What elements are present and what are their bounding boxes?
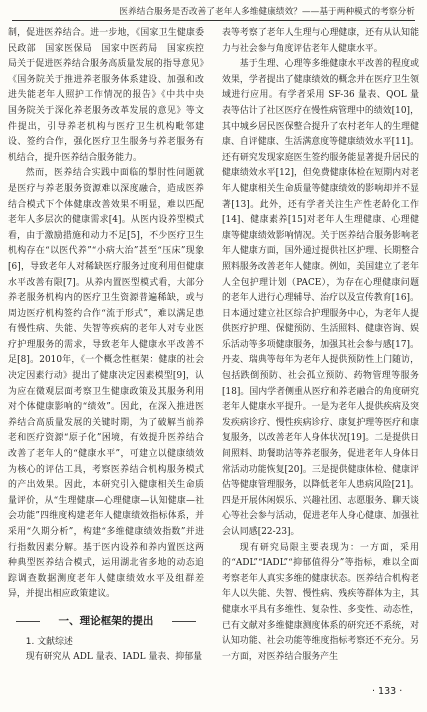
body-paragraph: 现有研究从 ADL 量表、IADL 量表、抑郁量 [25, 651, 203, 662]
body-paragraph: 基于生理、心理等多维健康水平改善的程度或效果，学者提出了健康绩效的概念并在医疗卫生领域进行应用。有学者采用 SF-36 量表、QOL 量表等估计了社区医疗在慢性病管理中的绩效[10]，其中城乡居民医保整合提升了农村老年人的生理健康、自评健康、生活满意度等健康绩效水平[11]。还有研究发现家庭医生签约服务能显著提升居民的健康绩效水平[12]，但免费健康体检在短期内对老年人健康相关生命质量等健康绩效的影响却并不显著[13]。此外，还有学者关注生产性老龄化工作[14]、健康素养[15]对老年人生理健康、心理健康等健康绩效影响情况。关于医养结合服务影响老年人健康方面，国外通过提供社区护理、长期整合照料服务改善老年人健康。例如，美国建立了老年人全包护理计划（PACE），为存在心理健康问题的老年人进行心理辅导、治疗以及宣传教育[16]。日本通过建立社区综合护理服务中心，为老年人提供医疗护理、保健预防、生活照料、健康咨询、娱乐活动等多项健康服务，加强其社会参与感[17]。丹麦、瑞典等每年为老年人提供预防性上门随访，包括跌倒预防、社会孤立预防、药物管理等服务[18]。国内学者侧重从医疗和养老融合的角度研究老年人健康水平提升。一是为老年人提供疾病及突发疾病诊疗、慢性疾病诊疗、康复护理等医疗和康复服务，以改善老年人身体状况[19]。二是提供日间照料、助餐助洁等养老服务，促进老年人身体日常活动功能恢复[20]。三是提供健康体检、健康评估等健康管理服务，以降低老年人患病风险[21]。四是开展休闲娱乐、兴趣社团、志愿服务、聊天谈心等社会参与活动，促进老年人身心健康、加强社会认同感[22-23]。 [222, 59, 419, 537]
header-rule [12, 20, 415, 21]
body-paragraph: 然而，医养结合实践中面临的掣肘性问题就是医疗与养老服务资源难以深度融合，造成医养结合模式下个体健康改善效果不明显，难以匹配老年人多层次的健康需求[4]。从医内设养型模式看，由于激励措施和动力不足[5]，不少医疗卫生机构存在“以医代养”“小病大治”甚至“压床”现象[6]，导致老年人对稀缺医疗服务过度利用但健康水平改善有限[7]。从养内置医型模式看，大部分养老服务机构内的医疗卫生资源普遍稀缺，或与周边医疗机构签约合作“流于形式”，难以满足患有慢性病、失能、失智等疾病的老年人对专业医疗护理服务的需求，导致老年人健康水平改善不足[8]。2010年，《一个概念性框架：健康的社会决定因素行动》提出了健康决定因素模型[9]，认为应在微观层面考察卫生健康政策及其服务利用对个体健康影响的“绩效”。因此，在深入推进医养结合高质量发展的关键时期，为了破解当前养老和医疗资源“原子化”困境，有效提升医养结合改善了老年人的“健康水平”，可建立以健康绩效为核心的评估工具，考察医养结合机构服务模式的产出效果。因此，本研究引入健康相关生命质量评价，从“生理健康—心理健康—认知健康—社会功能”四维度构建老年人健康绩效指标体系，并采用“久期分析”，构建“多维健康绩效指数”并进行指数因素分解。基于医内设养和养内置医这两种典型医养结合模式，运用湖北省多地的动态追踪调查数据测度老年人健康绩效水平及组群差异，并提出相应政策建议。 [8, 168, 204, 600]
section-heading: 一、理论框架的提出 [8, 613, 204, 629]
body-paragraph: 制，促进医养结合。进一步地，《国家卫生健康委民政部 国家医保局 国家中医药局 国家疾控局关于促进医养结合服务高质量发展的指导意见》《国务院关于推进养老服务体系建设、加强和改进失能老年人照护工作情况的报告》《中共中央 国务院关于深化养老服务改革发展的意见》等文件提出，引导养老机构与医疗卫生机构毗邻建设、签约合作，强化医疗卫生服务与养老服务有机结合，提升医养结合服务能力。 [8, 28, 213, 163]
left-column [8, 26, 213, 666]
page-number: · 133 · [372, 686, 403, 697]
body-paragraph: 现有研究局限主要表现为：一方面，采用的“ADL”“IADL”“抑郁值得分”等指标，难以全面考察老年人真实多维的健康状态。医养结合机构老年人以失能、失智、慢性病、残疾等群体为主，其健康水平具有多维性、复杂性、多变性、动态性，已有文献对多维健康测度体系的研究还不系统，对认知功能、社会功能等维度指标考察还不充分。另一方面，对医养结合服务产生 [222, 542, 419, 662]
body-paragraph: 表等考察了老年人生理与心理健康，还有从认知能力与社会参与角度评估老年人健康水平。 [222, 28, 419, 54]
right-column [222, 26, 419, 665]
running-header: 医养结合服务是否改善了老年人多维健康绩效？——基于两种模式的考察分析 [119, 7, 415, 17]
subsection-heading: 1. 文献综述 [25, 636, 73, 647]
